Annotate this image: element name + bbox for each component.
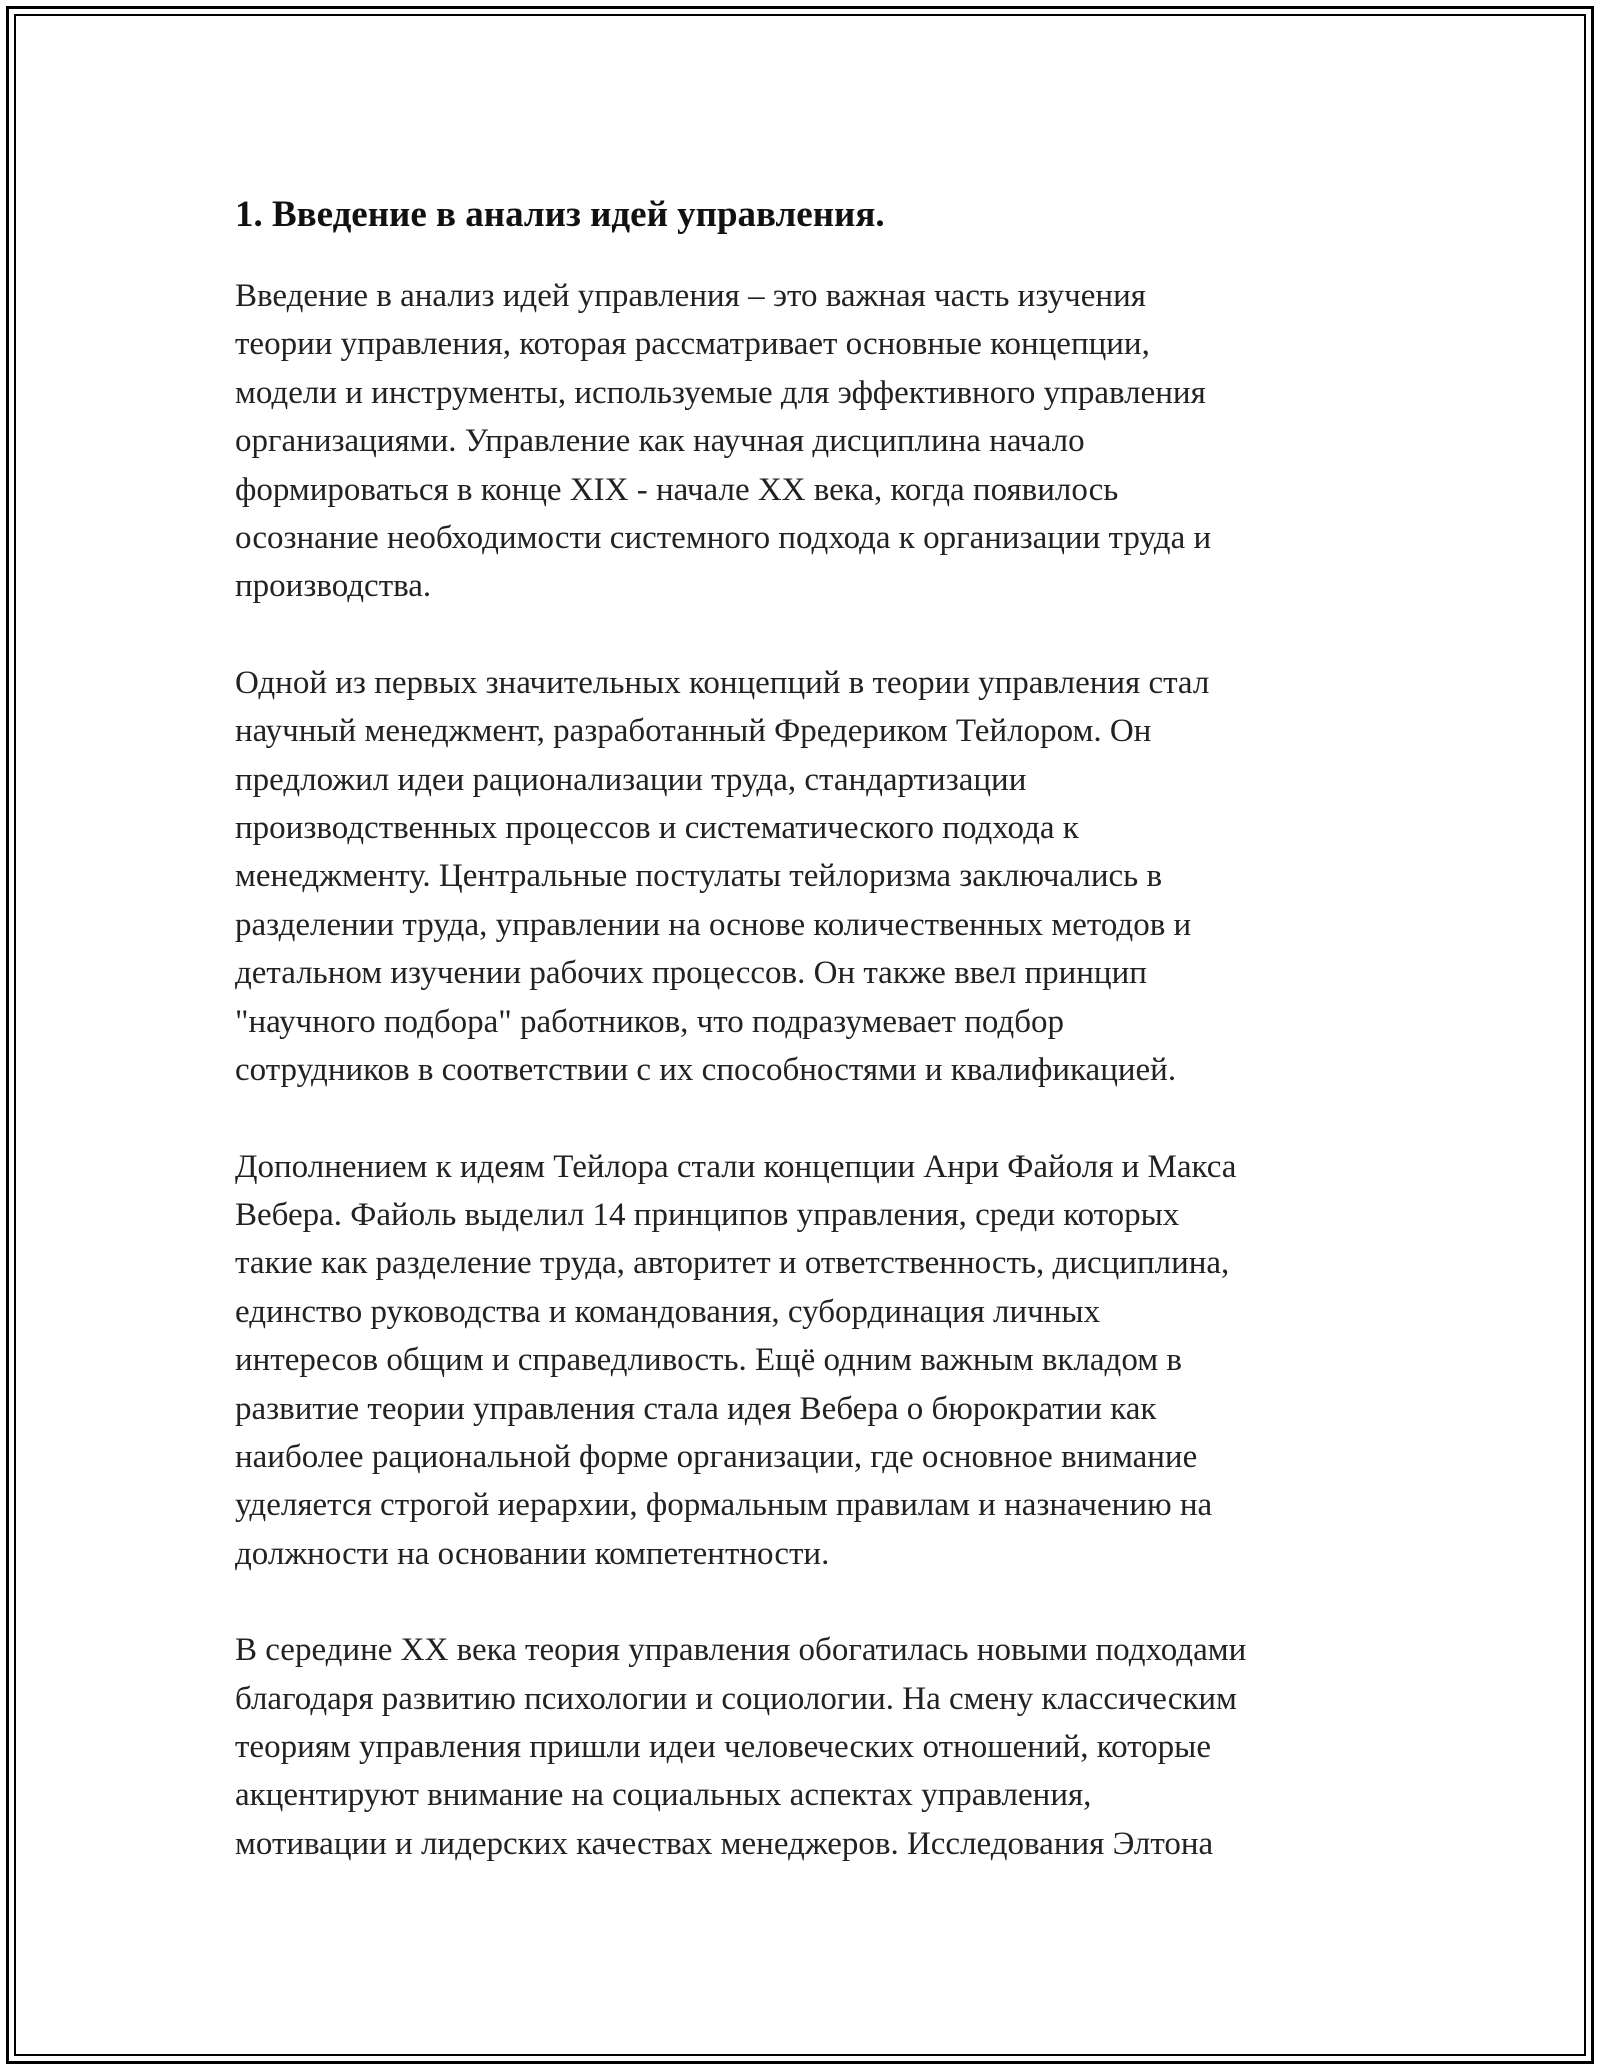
text-line: акцентируют внимание на социальных аспектах управления, [235,1777,1092,1814]
text-line: уделяется строгой иерархии, формальным правилам и назначению на [235,1487,1213,1524]
text-line: "научного подбора" работников, что подразумевает подбор [235,1003,1064,1040]
text-line: менеджменту. Центральные постулаты тейлоризма заключались в [235,858,1163,895]
paragraph [235,272,1400,611]
text-line: мотивации и лидерских качествах менеджеров. Исследования Элтона [235,1825,1214,1862]
document-body [235,186,1400,1916]
text-line: формироваться в конце XIX - начале XX века, когда появилось [235,471,1119,508]
text-line: Дополнением к идеям Тейлора стали концепции Анри Файоля и Макса [235,1148,1237,1185]
text-line: наиболее рациональной форме организации, где основное внимание [235,1438,1198,1475]
text-line: сотрудников в соответствии с их способностями и квалификацией. [235,1052,1177,1089]
text-line: организациями. Управление как научная дисциплина начало [235,423,1085,460]
section-heading: 1. Введение в анализ идей управления. [235,194,885,235]
text-line: такие как разделение труда, авторитет и ответственность, дисциплина, [235,1245,1230,1282]
text-line: разделении труда, управлении на основе количественных методов и [235,906,1192,943]
text-line: развитие теории управления стала идея Вебера о бюрократии как [235,1390,1157,1427]
text-line: осознание необходимости системного подхода к организации труда и [235,520,1212,557]
text-line: модели и инструменты, используемые для эффективного управления [235,374,1206,411]
text-line: Одной из первых значительных концепций в теории управления стал [235,664,1210,701]
text-line: предложил идеи рационализации труда, стандартизации [235,761,1027,798]
text-line: В середине XX века теория управления обогатилась новыми подходами [235,1632,1247,1669]
text-line: производственных процессов и систематического подхода к [235,810,1079,847]
paragraph [235,1626,1400,1868]
text-line: Вебера. Файоль выделил 14 принципов управления, среди которых [235,1196,1180,1233]
text-line: интересов общим и справедливость. Ещё одним важным вкладом в [235,1342,1182,1379]
text-line: Введение в анализ идей управления – это важная часть изучения [235,278,1146,314]
paragraph [235,1143,1400,1579]
text-line: теориям управления пришли идеи человеческих отношений, которые [235,1728,1211,1765]
text-line: научный менеджмент, разработанный Фредериком Тейлором. Он [235,713,1152,750]
text-line: теории управления, которая рассматривает основные концепции, [235,326,1150,363]
text-line: благодаря развитию психологии и социологии. На смену классическим [235,1680,1237,1717]
text-line: должности на основании компетентности. [235,1535,830,1572]
text-line: единство руководства и командования, субординация личных [235,1293,1101,1330]
text-line: детальном изучении рабочих процессов. Он также ввел принцип [235,955,1147,992]
text-line: производства. [235,568,432,605]
paragraph [235,659,1400,1095]
